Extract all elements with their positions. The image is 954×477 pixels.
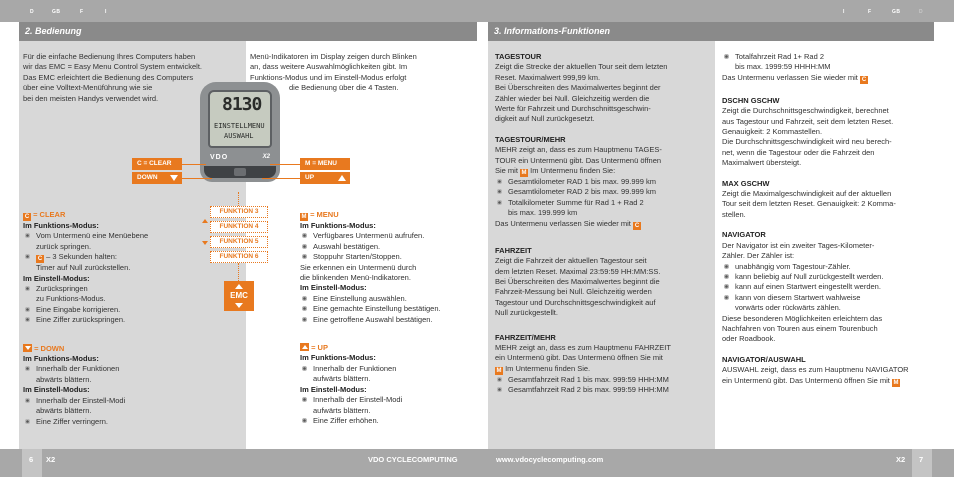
- page-number-right: 7: [919, 455, 924, 464]
- device-mount: [204, 166, 276, 178]
- m-button-icon: M: [521, 170, 527, 177]
- lang-tab: F: [868, 9, 872, 15]
- heading-tagestour: TAGESTOUR: [495, 52, 542, 61]
- funktion-5: FUNKTION 5: [210, 236, 268, 248]
- cycle-computer-image: [200, 82, 280, 182]
- emc-up-icon: [235, 284, 243, 289]
- lang-tab: D: [919, 9, 924, 15]
- column-clear-down: C = CLEAR Im Funktions-Modus: Vom Untermenü eine Menüebene zurück springen. C – 3 Sekunden halten: Timer auf Null zurückstellen. Im Einstell-Modus: Zurückspringen zu Funktions-Modus. Eine Eingabe korrigieren. Eine Ziffer zurückspringen. = DOWN Im Funktions-Modus: Innerhalb der Funktionen abwärts blättern. Im Einstell-Modus: Innerhalb der Einstell-Modi abwärts blättern. Eine Ziffer verringern.: [23, 210, 203, 427]
- lang-tab: F: [80, 9, 84, 15]
- page-number-left: 6: [29, 455, 34, 464]
- heading-max-gschw: MAX GSCHW: [722, 178, 770, 188]
- emc-dotted-line: [238, 192, 239, 206]
- section-header-bedienung: [19, 22, 477, 41]
- funktion-4: FUNKTION 4: [210, 221, 268, 233]
- m-button-icon: M: [301, 214, 307, 220]
- top-bar-right: [477, 0, 954, 22]
- section-header-informations: [488, 22, 934, 41]
- arrow-down-icon: [170, 175, 178, 181]
- heading-navigator: NAVIGATOR: [722, 230, 766, 240]
- lang-tab: GB: [52, 9, 61, 15]
- heading-tagestour-mehr: TAGESTOUR/MEHR: [495, 134, 566, 144]
- device-button: [234, 168, 246, 176]
- arrow-up-icon: [338, 175, 346, 181]
- emc-logo: EMC: [224, 281, 254, 311]
- c-button-icon: C: [37, 256, 43, 263]
- connector-line: [262, 178, 300, 179]
- funktion-3: FUNKTION 3: [210, 206, 268, 218]
- device-brand: VDO: [210, 154, 229, 161]
- emc-dotted-line: [238, 263, 239, 281]
- footer-company: VDO CYCLECOMPUTING: [368, 455, 458, 464]
- connector-line: [182, 164, 206, 165]
- footer-url: www.vdocyclecomputing.com: [496, 455, 604, 464]
- lang-tab: D: [30, 9, 35, 15]
- footer-model-right: X2: [896, 455, 906, 464]
- label-down-button: DOWN: [132, 172, 182, 184]
- c-button-icon: C: [634, 222, 640, 229]
- display-line-2: AUSWAHL: [224, 132, 254, 140]
- c-button-icon: C: [861, 76, 867, 83]
- section-title: 3. Informations-Funktionen: [494, 26, 610, 36]
- display-time: 8130: [222, 94, 262, 115]
- c-button-icon: C: [24, 214, 30, 220]
- column-menu-up: M = MENU Im Funktions-Modus: Verfügbares Untermenü aufrufen. Auswahl bestätigen. Stoppuhr Starten/Stoppen. Sie erkennen ein Untermenü durch die blinkenden Menü-Indikatoren. Im Einstell-Modus: Eine Einstellung auswählen. Eine gemachte Einstellung bestätigen. Eine getroffene Auswahl bestätigen. = UP Im Funktions-Modus: Innerhalb der Funktionen aufwärts blättern. Im Einstell-Modus: Innerhalb der Einstell-Modi aufwärts blättern. Eine Ziffer erhöhen.: [300, 210, 475, 426]
- label-clear-button: C = CLEAR: [132, 158, 182, 170]
- m-button-icon: M: [893, 379, 899, 386]
- display-line-1: EINSTELLMENU: [214, 122, 265, 130]
- heading-fahrzeit-mehr: FAHRZEIT/MEHR: [495, 332, 556, 342]
- connector-line: [270, 164, 300, 165]
- column-dschn-navigator: Totalfahrzeit Rad 1+ Rad 2 bis max. 1999:59 HHHH:MM Das Untermenu verlassen Sie wieder mit C DSCHN GSCHW Zeigt die Durchschnittsgeschwindigkeit, berechnet aus Tagestour und Fahrzeit, seit dem letzten Reset. Genauigkeit: 2 Kommastellen. Die Durchschnittsgeschwindigkeit wird neu berech- net, wenn die Tagestour oder die Fahrzeit den Maximalwert übersteigt. MAX GSCHW Zeigt die Maximalgeschwindigkeit auf der aktuellen Tour seit dem letzten Reset. Genauigkeit: 2 Komma- stellen. NAVIGATOR Der Navigator ist ein zweiter Tages-Kilometer- Zähler. Der Zähler ist: unabhängig vom Tagestour-Zähler. kann beliebig auf Null zurückgestellt werden. kann auf einen Startwert eingestellt werden. kann von diesem Startwert wahlweise vorwärts oder rückwärts zählen. Diese besonderen Möglichkeiten erleichtern das Nachfahren von Touren aus einem Tourenbuch oder Roadbook. NAVIGATOR/AUSWAHL AUSWAHL zeigt, dass es zum Hauptmenu NAVIGATOR ein Untermenü gibt. Das Untermenü öffnen Sie mit M: [722, 52, 934, 387]
- lang-tab: GB: [892, 9, 901, 15]
- device-model: X2: [262, 154, 270, 160]
- heading-dschn-gschw: DSCHN GSCHW: [722, 95, 780, 105]
- heading-fahrzeit: FAHRZEIT: [495, 245, 532, 255]
- column-tagestour-fahrzeit: TAGESTOUR Zeigt die Strecke der aktuellen Tour seit dem letzten Reset. Maximalwert 999,99 km. Bei Überschreiten des Maximalwertes beginnt der Zähler wieder bei Null. Gleichzeitig werden die Werte für Fahrzeit und Durchschnittsgeschwin- digkeit auf Null zurückgesetzt. TAGESTOUR/MEHR MEHR zeigt an, dass es zum Hauptmenu TAGES- TOUR ein Untermenü gibt. Das Untermenü öffnen Sie mit M Im Untermenu finden Sie: Gesamtkilometer RAD 1 bis max. 99.999 km Gesamtkilometer RAD 2 bis max. 99.999 km Totalkilometer Summe für Rad 1 + Rad 2 bis max. 199.999 km Das Untermenu verlassen Sie wieder mit C FAHRZEIT Zeigt die Fahrzeit der aktuellen Tagestour seit dem letzten Reset. Maximal 23:59:59 HH:MM:SS. Bei Überschreiten des Maximalwertes beginnt die Fahrzeit-Messung bei Null. Gleichzeitig werden Tagestour und Durchschnittsgeschwindigkeit auf Null zurückgestellt. FAHRZEIT/MEHR MEHR zeigt an, dass es zum Hauptmenu FAHRZEIT ein Untermenü gibt. Das Untermenü öffnen Sie mit M Im Untermenu finden Sie. Gesamtfahrzeit Rad 1 bis max. 999:59 HHH:MM Gesamtfahrzeit Rad 2 bis max. 999:59 HHH:MM: [495, 52, 713, 396]
- lang-tab: I: [105, 9, 107, 15]
- lang-tab: I: [843, 9, 845, 15]
- intro-left: Für die einfache Bedienung Ihres Computers haben wir das EMC = Easy Menu Control System entwickelt. Das EMC erleichtert die Bedienung des Computers über eine Volltext-Menüführung wie sie bei den meisten Handys verwendet wird.: [23, 52, 203, 103]
- label-menu-button: M = MENU: [300, 158, 350, 170]
- connector-line: [182, 178, 212, 179]
- emc-down-icon: [235, 303, 243, 308]
- m-button-icon: M: [496, 367, 502, 374]
- down-button-icon: [23, 344, 32, 352]
- heading-navigator-auswahl: NAVIGATOR/AUSWAHL: [722, 354, 806, 364]
- funktion-6: FUNKTION 6: [210, 251, 268, 263]
- intro-right: Menü-Indikatoren im Display zeigen durch Blinken an, dass weitere Auswahlmöglichkeiten gibt. Im Funktions-Modus und im Einstell-Modus erfolgt die Bedienung über die 4 Tasten.: [250, 52, 417, 93]
- label-up-button: UP: [300, 172, 350, 184]
- top-bar-left: [0, 0, 477, 22]
- up-button-icon: [300, 343, 309, 351]
- section-title: 2. Bedienung: [25, 26, 82, 36]
- device-display: [208, 90, 272, 148]
- footer-model-left: X2: [46, 455, 56, 464]
